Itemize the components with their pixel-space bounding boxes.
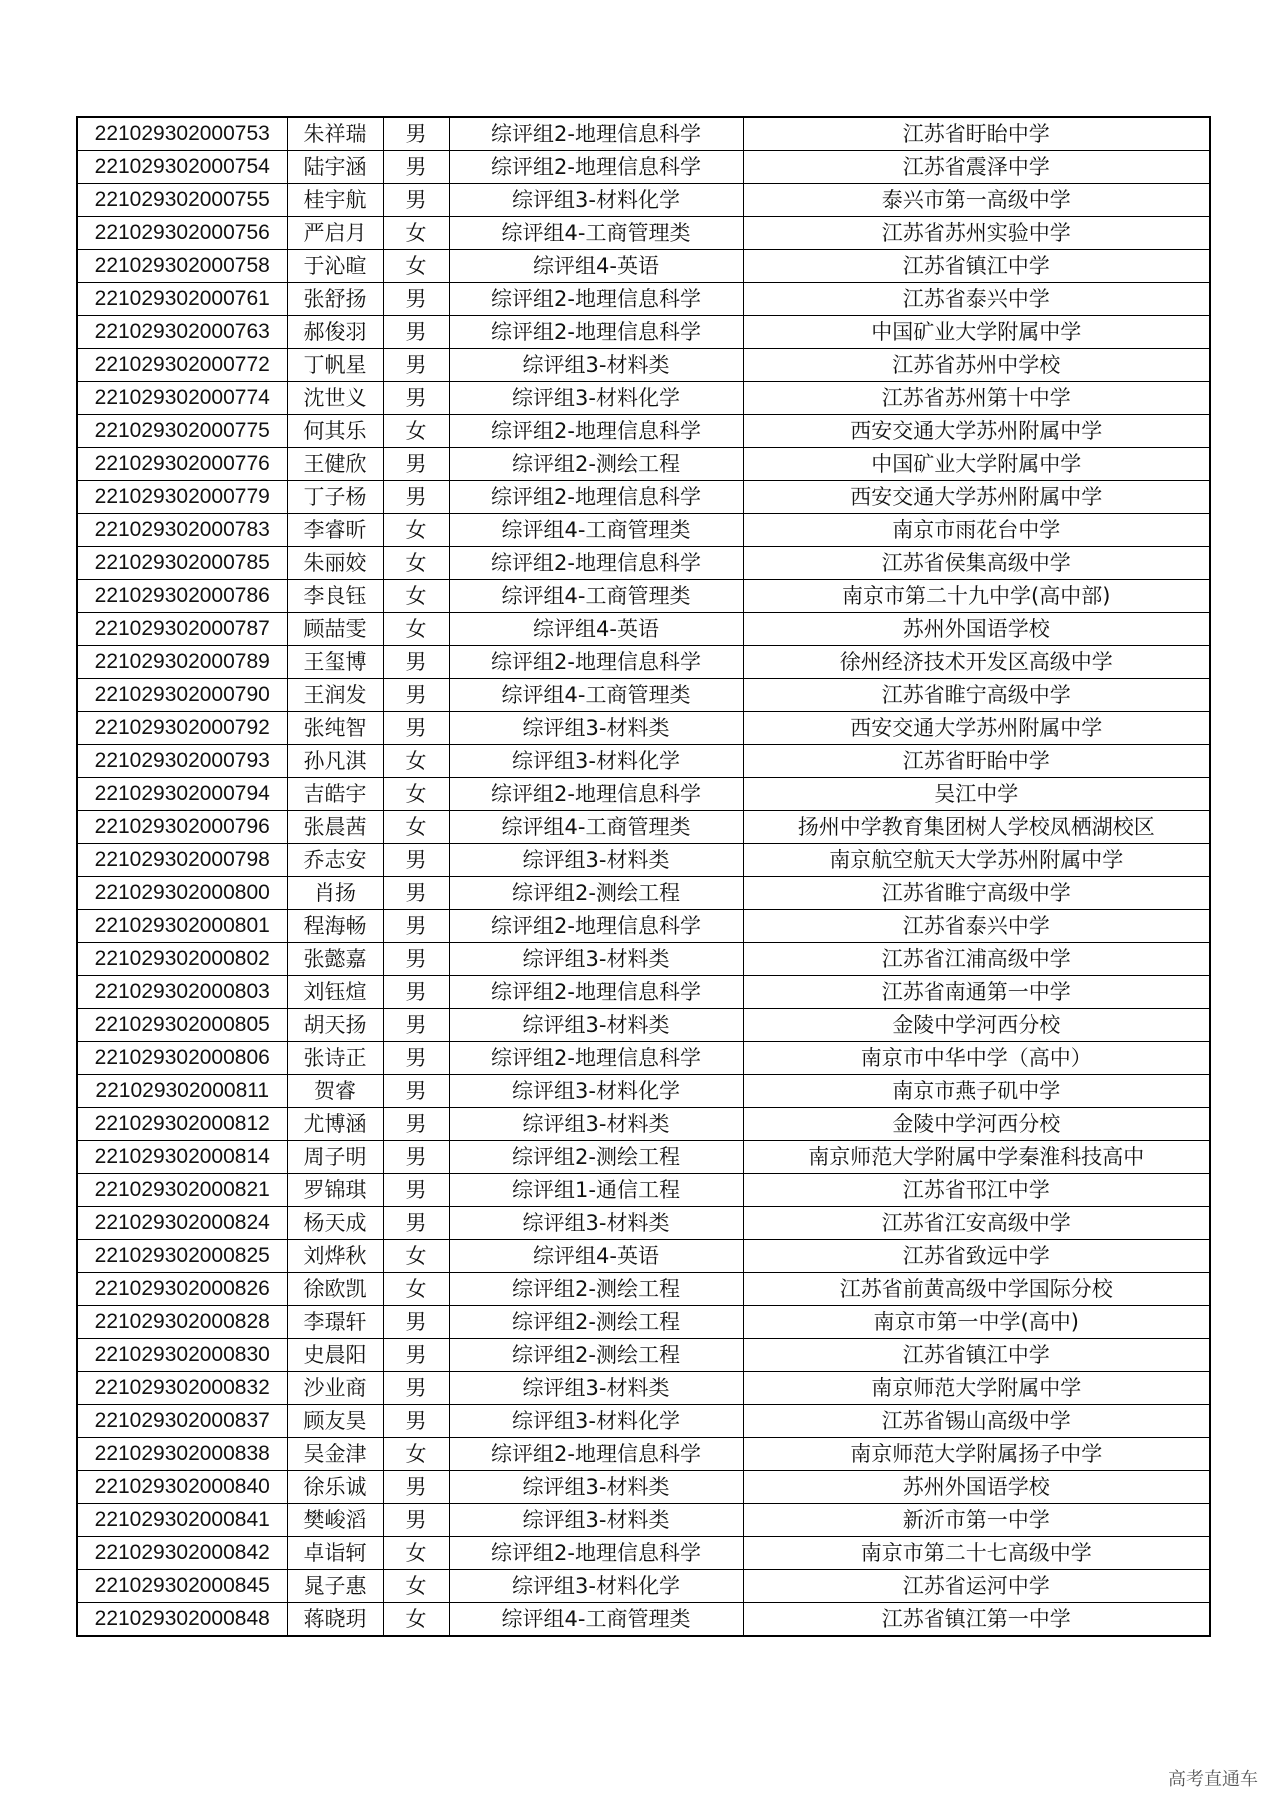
school-cell: 江苏省镇江第一中学	[743, 1603, 1210, 1637]
school-cell: 苏州外国语学校	[743, 613, 1210, 646]
table-row	[77, 1240, 1210, 1273]
school-cell: 西安交通大学苏州附属中学	[743, 481, 1210, 514]
name-cell: 晁子惠	[287, 1570, 383, 1603]
gender-cell: 男	[383, 712, 449, 745]
table-row	[77, 217, 1210, 250]
table-row	[77, 283, 1210, 316]
major-group-cell: 综评组2-地理信息科学	[449, 1438, 743, 1471]
gender-cell: 男	[383, 1009, 449, 1042]
school-cell: 扬州中学教育集团树人学校凤栖湖校区	[743, 811, 1210, 844]
name-cell: 王健欣	[287, 448, 383, 481]
table-row	[77, 316, 1210, 349]
table-row	[77, 1075, 1210, 1108]
school-cell: 泰兴市第一高级中学	[743, 184, 1210, 217]
name-cell: 沈世义	[287, 382, 383, 415]
table-row	[77, 151, 1210, 184]
major-group-cell: 综评组2-地理信息科学	[449, 415, 743, 448]
major-group-cell: 综评组4-工商管理类	[449, 679, 743, 712]
candidate-id-cell: 221029302000789	[77, 646, 287, 679]
school-cell: 江苏省苏州中学校	[743, 349, 1210, 382]
gender-cell: 男	[383, 1339, 449, 1372]
name-cell: 刘烨秋	[287, 1240, 383, 1273]
candidate-id-cell: 221029302000779	[77, 481, 287, 514]
major-group-cell: 综评组3-材料化学	[449, 382, 743, 415]
gender-cell: 女	[383, 217, 449, 250]
major-group-cell: 综评组3-材料化学	[449, 745, 743, 778]
name-cell: 王润发	[287, 679, 383, 712]
name-cell: 周子明	[287, 1141, 383, 1174]
school-cell: 江苏省睢宁高级中学	[743, 877, 1210, 910]
major-group-cell: 综评组2-测绘工程	[449, 1339, 743, 1372]
table-row	[77, 778, 1210, 811]
gender-cell: 女	[383, 778, 449, 811]
gender-cell: 男	[383, 382, 449, 415]
gender-cell: 女	[383, 580, 449, 613]
name-cell: 吴金津	[287, 1438, 383, 1471]
major-group-cell: 综评组4-英语	[449, 613, 743, 646]
school-cell: 江苏省镇江中学	[743, 1339, 1210, 1372]
table-row	[77, 613, 1210, 646]
gender-cell: 男	[383, 316, 449, 349]
name-cell: 乔志安	[287, 844, 383, 877]
table-row	[77, 1570, 1210, 1603]
name-cell: 杨天成	[287, 1207, 383, 1240]
school-cell: 江苏省盱眙中学	[743, 117, 1210, 151]
name-cell: 张纯智	[287, 712, 383, 745]
name-cell: 吉皓宇	[287, 778, 383, 811]
candidate-id-cell: 221029302000775	[77, 415, 287, 448]
name-cell: 顾喆雯	[287, 613, 383, 646]
gender-cell: 女	[383, 613, 449, 646]
gender-cell: 男	[383, 844, 449, 877]
gender-cell: 男	[383, 1141, 449, 1174]
major-group-cell: 综评组2-地理信息科学	[449, 547, 743, 580]
table-row	[77, 1438, 1210, 1471]
candidate-id-cell: 221029302000805	[77, 1009, 287, 1042]
candidate-id-cell: 221029302000832	[77, 1372, 287, 1405]
table-row	[77, 117, 1210, 151]
candidate-id-cell: 221029302000783	[77, 514, 287, 547]
candidate-id-cell: 221029302000763	[77, 316, 287, 349]
major-group-cell: 综评组3-材料类	[449, 1108, 743, 1141]
gender-cell: 男	[383, 877, 449, 910]
gender-cell: 女	[383, 547, 449, 580]
major-group-cell: 综评组2-地理信息科学	[449, 151, 743, 184]
major-group-cell: 综评组2-地理信息科学	[449, 646, 743, 679]
school-cell: 南京市雨花台中学	[743, 514, 1210, 547]
candidate-id-cell: 221029302000772	[77, 349, 287, 382]
name-cell: 于沁暄	[287, 250, 383, 283]
school-cell: 江苏省镇江中学	[743, 250, 1210, 283]
major-group-cell: 综评组2-地理信息科学	[449, 778, 743, 811]
gender-cell: 女	[383, 415, 449, 448]
school-cell: 南京师范大学附属中学	[743, 1372, 1210, 1405]
name-cell: 史晨阳	[287, 1339, 383, 1372]
gender-cell: 男	[383, 976, 449, 1009]
major-group-cell: 综评组4-英语	[449, 1240, 743, 1273]
school-cell: 江苏省侯集高级中学	[743, 547, 1210, 580]
candidate-id-cell: 221029302000830	[77, 1339, 287, 1372]
candidate-id-cell: 221029302000801	[77, 910, 287, 943]
table-row	[77, 1405, 1210, 1438]
candidate-id-cell: 221029302000806	[77, 1042, 287, 1075]
gender-cell: 男	[383, 1075, 449, 1108]
table-row	[77, 349, 1210, 382]
gender-cell: 男	[383, 910, 449, 943]
candidate-id-cell: 221029302000825	[77, 1240, 287, 1273]
major-group-cell: 综评组3-材料化学	[449, 1570, 743, 1603]
table-row	[77, 910, 1210, 943]
candidate-id-cell: 221029302000794	[77, 778, 287, 811]
name-cell: 张晨茜	[287, 811, 383, 844]
gender-cell: 男	[383, 1174, 449, 1207]
table-row	[77, 1042, 1210, 1075]
school-cell: 江苏省盱眙中学	[743, 745, 1210, 778]
major-group-cell: 综评组3-材料类	[449, 1207, 743, 1240]
gender-cell: 女	[383, 1240, 449, 1273]
table-row	[77, 1339, 1210, 1372]
major-group-cell: 综评组2-测绘工程	[449, 1141, 743, 1174]
table-row	[77, 1372, 1210, 1405]
gender-cell: 男	[383, 679, 449, 712]
candidate-id-cell: 221029302000786	[77, 580, 287, 613]
candidate-id-cell: 221029302000785	[77, 547, 287, 580]
candidate-id-cell: 221029302000845	[77, 1570, 287, 1603]
table-row	[77, 1009, 1210, 1042]
major-group-cell: 综评组3-材料类	[449, 1372, 743, 1405]
major-group-cell: 综评组4-英语	[449, 250, 743, 283]
table-row	[77, 712, 1210, 745]
major-group-cell: 综评组4-工商管理类	[449, 1603, 743, 1637]
gender-cell: 男	[383, 184, 449, 217]
school-cell: 金陵中学河西分校	[743, 1009, 1210, 1042]
school-cell: 吴江中学	[743, 778, 1210, 811]
major-group-cell: 综评组2-测绘工程	[449, 877, 743, 910]
table-row	[77, 250, 1210, 283]
school-cell: 南京市第一中学(高中)	[743, 1306, 1210, 1339]
gender-cell: 女	[383, 1570, 449, 1603]
candidate-id-cell: 221029302000790	[77, 679, 287, 712]
table-row	[77, 976, 1210, 1009]
school-cell: 南京师范大学附属中学秦淮科技高中	[743, 1141, 1210, 1174]
candidate-id-cell: 221029302000814	[77, 1141, 287, 1174]
gender-cell: 男	[383, 646, 449, 679]
table-row	[77, 811, 1210, 844]
school-cell: 江苏省运河中学	[743, 1570, 1210, 1603]
name-cell: 程海畅	[287, 910, 383, 943]
candidate-id-cell: 221029302000848	[77, 1603, 287, 1637]
candidate-id-cell: 221029302000803	[77, 976, 287, 1009]
table-row	[77, 844, 1210, 877]
gender-cell: 男	[383, 117, 449, 151]
gender-cell: 男	[383, 448, 449, 481]
gender-cell: 女	[383, 514, 449, 547]
gender-cell: 女	[383, 1273, 449, 1306]
name-cell: 桂宇航	[287, 184, 383, 217]
school-cell: 中国矿业大学附属中学	[743, 316, 1210, 349]
table-row	[77, 382, 1210, 415]
school-cell: 江苏省震泽中学	[743, 151, 1210, 184]
table-row	[77, 679, 1210, 712]
school-cell: 江苏省泰兴中学	[743, 910, 1210, 943]
gender-cell: 男	[383, 151, 449, 184]
major-group-cell: 综评组3-材料化学	[449, 1405, 743, 1438]
gender-cell: 男	[383, 481, 449, 514]
table-row	[77, 184, 1210, 217]
school-cell: 江苏省苏州实验中学	[743, 217, 1210, 250]
name-cell: 卓诣轲	[287, 1537, 383, 1570]
gender-cell: 男	[383, 1042, 449, 1075]
admission-list-table	[76, 116, 1211, 1637]
gender-cell: 男	[383, 1207, 449, 1240]
school-cell: 新沂市第一中学	[743, 1504, 1210, 1537]
table-row	[77, 646, 1210, 679]
table-row	[77, 514, 1210, 547]
major-group-cell: 综评组2-地理信息科学	[449, 910, 743, 943]
name-cell: 李璟轩	[287, 1306, 383, 1339]
gender-cell: 男	[383, 349, 449, 382]
major-group-cell: 综评组2-测绘工程	[449, 1306, 743, 1339]
gender-cell: 女	[383, 811, 449, 844]
name-cell: 丁帆星	[287, 349, 383, 382]
candidate-id-cell: 221029302000821	[77, 1174, 287, 1207]
name-cell: 张诗正	[287, 1042, 383, 1075]
table-row	[77, 481, 1210, 514]
school-cell: 江苏省江安高级中学	[743, 1207, 1210, 1240]
major-group-cell: 综评组4-工商管理类	[449, 811, 743, 844]
candidate-id-cell: 221029302000753	[77, 117, 287, 151]
gender-cell: 女	[383, 745, 449, 778]
candidate-id-cell: 221029302000838	[77, 1438, 287, 1471]
candidate-id-cell: 221029302000792	[77, 712, 287, 745]
name-cell: 蒋晓玥	[287, 1603, 383, 1637]
name-cell: 樊峻滔	[287, 1504, 383, 1537]
gender-cell: 女	[383, 1603, 449, 1637]
table-row	[77, 415, 1210, 448]
major-group-cell: 综评组2-测绘工程	[449, 1273, 743, 1306]
major-group-cell: 综评组2-地理信息科学	[449, 481, 743, 514]
table-row	[77, 547, 1210, 580]
major-group-cell: 综评组3-材料化学	[449, 184, 743, 217]
major-group-cell: 综评组3-材料类	[449, 1471, 743, 1504]
gender-cell: 男	[383, 1306, 449, 1339]
school-cell: 苏州外国语学校	[743, 1471, 1210, 1504]
school-cell: 南京市中华中学（高中）	[743, 1042, 1210, 1075]
name-cell: 丁子杨	[287, 481, 383, 514]
candidate-id-cell: 221029302000796	[77, 811, 287, 844]
table-row	[77, 1537, 1210, 1570]
major-group-cell: 综评组4-工商管理类	[449, 580, 743, 613]
name-cell: 徐欧凯	[287, 1273, 383, 1306]
school-cell: 西安交通大学苏州附属中学	[743, 415, 1210, 448]
name-cell: 王玺博	[287, 646, 383, 679]
name-cell: 贺睿	[287, 1075, 383, 1108]
candidate-id-cell: 221029302000774	[77, 382, 287, 415]
school-cell: 江苏省邗江中学	[743, 1174, 1210, 1207]
gender-cell: 男	[383, 1504, 449, 1537]
gender-cell: 男	[383, 1405, 449, 1438]
major-group-cell: 综评组2-地理信息科学	[449, 1537, 743, 1570]
major-group-cell: 综评组1-通信工程	[449, 1174, 743, 1207]
candidate-id-cell: 221029302000800	[77, 877, 287, 910]
table-row	[77, 1141, 1210, 1174]
candidate-id-cell: 221029302000754	[77, 151, 287, 184]
school-cell: 江苏省泰兴中学	[743, 283, 1210, 316]
name-cell: 严启月	[287, 217, 383, 250]
school-cell: 中国矿业大学附属中学	[743, 448, 1210, 481]
candidate-id-cell: 221029302000758	[77, 250, 287, 283]
major-group-cell: 综评组3-材料类	[449, 1009, 743, 1042]
gender-cell: 男	[383, 1372, 449, 1405]
candidate-id-cell: 221029302000756	[77, 217, 287, 250]
major-group-cell: 综评组2-测绘工程	[449, 448, 743, 481]
watermark-text: 高考直通车	[1168, 1769, 1258, 1790]
major-group-cell: 综评组2-地理信息科学	[449, 1042, 743, 1075]
candidate-id-cell: 221029302000841	[77, 1504, 287, 1537]
name-cell: 孙凡淇	[287, 745, 383, 778]
school-cell: 江苏省江浦高级中学	[743, 943, 1210, 976]
candidate-id-cell: 221029302000828	[77, 1306, 287, 1339]
table-row	[77, 1603, 1210, 1637]
school-cell: 金陵中学河西分校	[743, 1108, 1210, 1141]
school-cell: 南京市第二十七高级中学	[743, 1537, 1210, 1570]
name-cell: 尤博涵	[287, 1108, 383, 1141]
school-cell: 徐州经济技术开发区高级中学	[743, 646, 1210, 679]
table-row	[77, 1504, 1210, 1537]
major-group-cell: 综评组3-材料类	[449, 844, 743, 877]
major-group-cell: 综评组3-材料类	[449, 712, 743, 745]
table-row	[77, 745, 1210, 778]
candidate-id-cell: 221029302000826	[77, 1273, 287, 1306]
table-row	[77, 1273, 1210, 1306]
candidate-id-cell: 221029302000812	[77, 1108, 287, 1141]
major-group-cell: 综评组2-地理信息科学	[449, 283, 743, 316]
gender-cell: 女	[383, 250, 449, 283]
major-group-cell: 综评组3-材料类	[449, 349, 743, 382]
major-group-cell: 综评组2-地理信息科学	[449, 976, 743, 1009]
candidate-id-cell: 221029302000798	[77, 844, 287, 877]
candidate-id-cell: 221029302000824	[77, 1207, 287, 1240]
school-cell: 江苏省睢宁高级中学	[743, 679, 1210, 712]
school-cell: 江苏省苏州第十中学	[743, 382, 1210, 415]
school-cell: 南京航空航天大学苏州附属中学	[743, 844, 1210, 877]
name-cell: 何其乐	[287, 415, 383, 448]
major-group-cell: 综评组4-工商管理类	[449, 217, 743, 250]
candidate-id-cell: 221029302000837	[77, 1405, 287, 1438]
table-row	[77, 1306, 1210, 1339]
gender-cell: 男	[383, 943, 449, 976]
table-row	[77, 580, 1210, 613]
name-cell: 徐乐诚	[287, 1471, 383, 1504]
table-row	[77, 448, 1210, 481]
name-cell: 陆宇涵	[287, 151, 383, 184]
major-group-cell: 综评组3-材料类	[449, 943, 743, 976]
name-cell: 肖扬	[287, 877, 383, 910]
name-cell: 张懿嘉	[287, 943, 383, 976]
admission-list-body	[77, 117, 1210, 1636]
table-row	[77, 943, 1210, 976]
name-cell: 朱丽姣	[287, 547, 383, 580]
candidate-id-cell: 221029302000761	[77, 283, 287, 316]
school-cell: 江苏省前黄高级中学国际分校	[743, 1273, 1210, 1306]
major-group-cell: 综评组3-材料化学	[449, 1075, 743, 1108]
name-cell: 刘钰煊	[287, 976, 383, 1009]
candidate-id-cell: 221029302000755	[77, 184, 287, 217]
name-cell: 李良钰	[287, 580, 383, 613]
candidate-id-cell: 221029302000793	[77, 745, 287, 778]
table-row	[77, 877, 1210, 910]
major-group-cell: 综评组2-地理信息科学	[449, 316, 743, 349]
gender-cell: 男	[383, 283, 449, 316]
candidate-id-cell: 221029302000840	[77, 1471, 287, 1504]
candidate-id-cell: 221029302000811	[77, 1075, 287, 1108]
gender-cell: 男	[383, 1471, 449, 1504]
name-cell: 张舒扬	[287, 283, 383, 316]
candidate-id-cell: 221029302000776	[77, 448, 287, 481]
name-cell: 顾友昊	[287, 1405, 383, 1438]
name-cell: 沙业商	[287, 1372, 383, 1405]
candidate-id-cell: 221029302000842	[77, 1537, 287, 1570]
candidate-id-cell: 221029302000802	[77, 943, 287, 976]
table-row	[77, 1471, 1210, 1504]
major-group-cell: 综评组4-工商管理类	[449, 514, 743, 547]
school-cell: 南京师范大学附属扬子中学	[743, 1438, 1210, 1471]
major-group-cell: 综评组3-材料类	[449, 1504, 743, 1537]
school-cell: 南京市燕子矶中学	[743, 1075, 1210, 1108]
name-cell: 罗锦琪	[287, 1174, 383, 1207]
gender-cell: 女	[383, 1438, 449, 1471]
school-cell: 南京市第二十九中学(高中部)	[743, 580, 1210, 613]
name-cell: 李睿昕	[287, 514, 383, 547]
candidate-id-cell: 221029302000787	[77, 613, 287, 646]
school-cell: 江苏省锡山高级中学	[743, 1405, 1210, 1438]
name-cell: 郝俊羽	[287, 316, 383, 349]
school-cell: 西安交通大学苏州附属中学	[743, 712, 1210, 745]
major-group-cell: 综评组2-地理信息科学	[449, 117, 743, 151]
name-cell: 朱祥瑞	[287, 117, 383, 151]
gender-cell: 女	[383, 1537, 449, 1570]
gender-cell: 男	[383, 1108, 449, 1141]
school-cell: 江苏省南通第一中学	[743, 976, 1210, 1009]
school-cell: 江苏省致远中学	[743, 1240, 1210, 1273]
table-row	[77, 1108, 1210, 1141]
name-cell: 胡天扬	[287, 1009, 383, 1042]
table-row	[77, 1174, 1210, 1207]
table-row	[77, 1207, 1210, 1240]
